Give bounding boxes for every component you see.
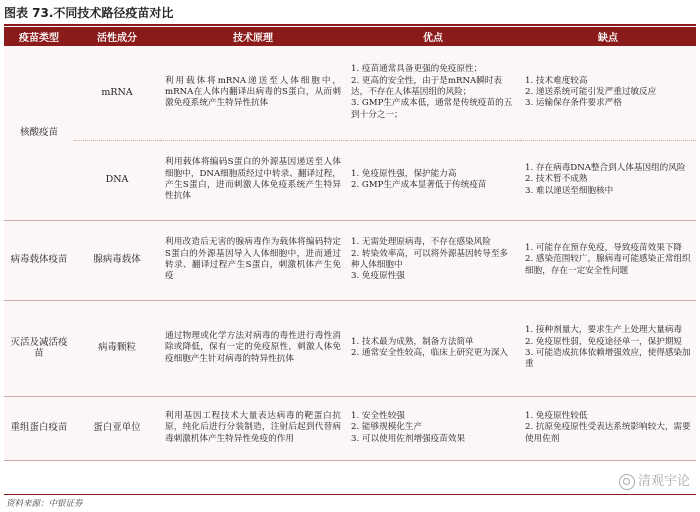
cell-cons [520, 220, 696, 300]
cell-principle: 利用改造后无害的腺病毒作为载体将编码特定S蛋白的外源基因导入人体细胞中，进而通过转录、翻译过程产生S蛋白，刺激机体产生免疫 [160, 220, 346, 300]
con-item: 1. 存在病毒DNA整合到人体基因组的风险 [525, 162, 686, 173]
cell-active-component: 蛋白亚单位 [74, 396, 160, 460]
con-item: 2. 抗原免疫原性受表达系统影响较大，需要使用佐剂 [525, 422, 691, 444]
header-pros: 优点 [346, 27, 520, 46]
pro-item: 3. GMP生产成本低，通常是传统疫苗的五到十分之一； [351, 98, 513, 120]
pro-item: 1. 技术最为成熟，制备方法简单 [351, 336, 474, 347]
header-cons: 缺点 [520, 27, 696, 46]
cell-principle: 利用载体将编码S蛋白的外源基因递送至人体细胞中，DNA细胞质经过中转录、翻译过程，产生S蛋白，进而刺激人体免疫系统产生特异性抗体 [160, 140, 346, 220]
pro-item: 1. 无需处理原病毒，不存在感染风险 [351, 237, 491, 248]
watermark-text: 清观宇论 [637, 474, 690, 489]
cell-principle: 通过物理或化学方法对病毒的毒性进行毒性消除或降低，保有一定的免疫原性，刺激人体免疫细胞产生针对病毒的特异性抗体 [160, 300, 346, 396]
cell-active-component: mRNA [74, 46, 160, 140]
cell-pros [346, 140, 520, 220]
table-row [4, 220, 696, 300]
pro-item: 2. 转染效率高，可以将外源基因转导至多种人体细胞中 [351, 248, 509, 270]
con-item: 3. 难以递送至细胞核中 [525, 185, 614, 196]
pro-item: 2. 通常安全性较高，临床上研究更为深入 [351, 348, 509, 358]
pro-item: 1. 疫苗通常具备更强的免疫原性； [351, 64, 483, 75]
cell-principle: 利用基因工程技术大量表达病毒的靶蛋白抗原，纯化后进行分装制造，注射后起到代替病毒刺激机体产生特异性免疫的作用 [160, 396, 346, 460]
header-active-component: 活性成分 [74, 27, 160, 46]
figure-title: 图表 73.不同技术路径疫苗对比 [4, 6, 174, 20]
cell-active-component: 病毒颗粒 [74, 300, 160, 396]
con-item: 2. 免疫原性弱，免疫途径单一，保护期短 [525, 336, 683, 347]
pro-item: 3. 免疫原性强 [351, 271, 405, 282]
cell-vaccine-type: 核酸疫苗 [4, 46, 74, 220]
pro-item: 3. 可以使用佐剂增强疫苗效果 [351, 433, 466, 444]
pro-item: 2. GMP生产成本显著低于传统疫苗 [351, 180, 487, 190]
con-item: 2. 感染范围较广，腺病毒可能感染正常组织细胞，存在一定安全性问题 [525, 254, 691, 276]
con-item: 1. 接种剂量大，要求生产上处理大量病毒 [525, 325, 683, 336]
pro-item: 2. 能够规模化生产 [351, 422, 423, 433]
wechat-icon [619, 474, 635, 490]
cell-vaccine-type: 重组蛋白疫苗 [4, 396, 74, 460]
table-row [4, 300, 696, 396]
header-vaccine-type: 疫苗类型 [4, 27, 74, 46]
con-item: 3. 可能造成抗体依赖增强效应，使得感染加重 [525, 348, 691, 370]
con-item: 3. 运输保存条件要求严格 [525, 98, 622, 109]
cell-active-component: DNA [74, 140, 160, 220]
con-item: 1. 可能存在预存免疫，导致疫苗效果下降 [525, 242, 683, 253]
cell-pros [346, 220, 520, 300]
pro-item: 1. 免疫原性强，保护能力高 [351, 168, 457, 179]
cell-cons [520, 140, 696, 220]
table-row [4, 46, 696, 140]
cell-pros [346, 300, 520, 396]
cell-active-component: 腺病毒载体 [74, 220, 160, 300]
cell-pros [346, 46, 520, 140]
cell-cons [520, 300, 696, 396]
pro-item: 2. 更高的安全性，由于是mRNA瞬时表达，不存在人体基因组的风险； [351, 75, 502, 98]
header-principle: 技术原理 [160, 27, 346, 46]
cell-vaccine-type: 灭活及减活疫苗 [4, 300, 74, 396]
con-item: 2. 递送系统可能引发严重过敏反应 [525, 87, 657, 98]
cell-pros [346, 396, 520, 460]
pro-item: 1. 安全性较强 [351, 410, 405, 421]
title-divider [4, 24, 696, 26]
cell-cons [520, 396, 696, 460]
con-item: 2. 技术暂不成熟 [525, 174, 588, 185]
table-row [4, 140, 696, 220]
table-header-row [4, 27, 696, 46]
con-item: 1. 技术难度较高 [525, 75, 588, 86]
cell-vaccine-type: 病毒载体疫苗 [4, 220, 74, 300]
source-note: 资料来源：中银证券 [6, 499, 83, 509]
source-divider [4, 494, 696, 495]
cell-cons [520, 46, 696, 140]
con-item: 1. 免疫原性较低 [525, 410, 588, 421]
vaccine-comparison-table [4, 27, 696, 461]
table-row [4, 396, 696, 460]
watermark [619, 470, 690, 490]
cell-principle: 利用载体将mRNA递送至人体细胞中，mRNA在人体内翻译出病毒的S蛋白，从而刺激免疫系统产生特异性抗体 [160, 46, 346, 140]
